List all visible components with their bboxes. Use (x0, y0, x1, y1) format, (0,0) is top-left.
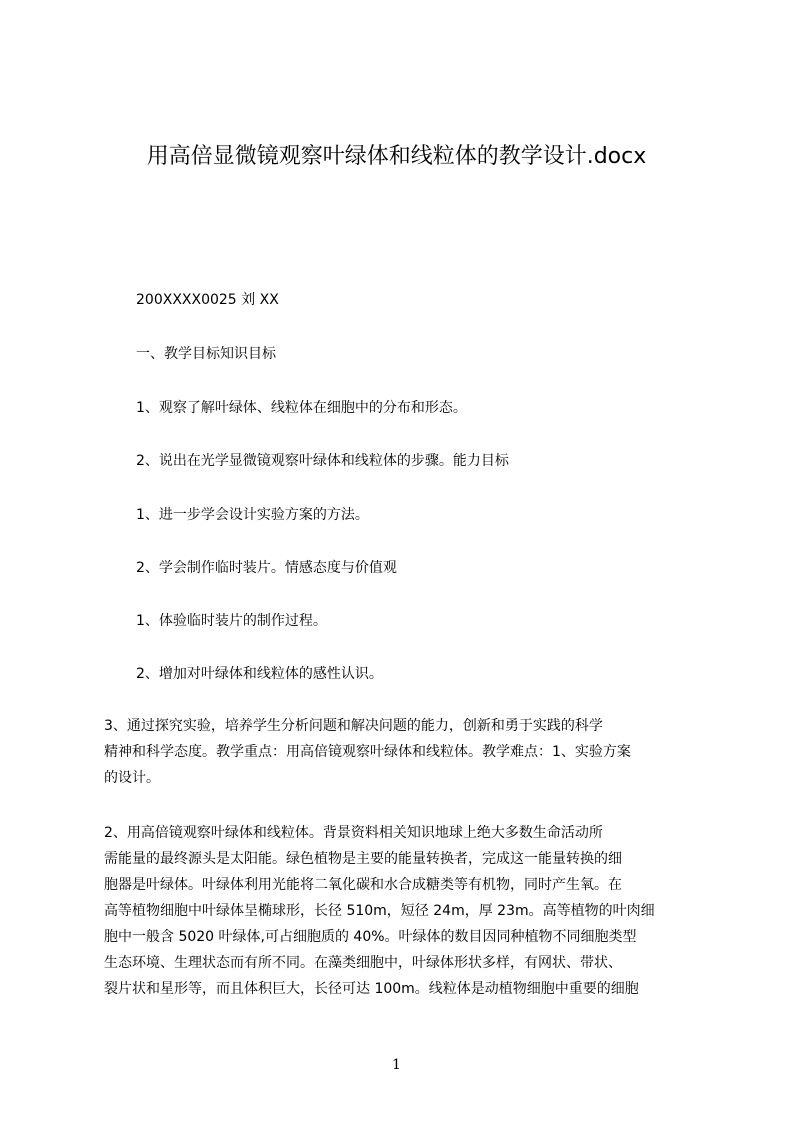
text-line: 2、增加对叶绿体和线粒体的感性认识。 (136, 666, 383, 682)
paragraph-line: 胞中一般含 5020 叶绿体,可占细胞质的 40%。叶绿体的数目因同种植物不同细胞类型 (104, 929, 637, 945)
paragraph-line: 裂片状和星形等，而且体积巨大，长径可达 100m。线粒体是动植物细胞中重要的细胞 (104, 981, 639, 997)
paragraph-objectives (104, 713, 710, 791)
text-line: 2、说出在光学显微镜观察叶绿体和线粒体的步骤。能力目标 (136, 453, 509, 469)
text-line: 1、体验临时装片的制作过程。 (136, 613, 327, 629)
paragraph-line: 2、用高倍镜观察叶绿体和线粒体。背景资料相关知识地球上绝大多数生命活动所 (104, 825, 603, 841)
page-number: 1 (392, 1057, 401, 1073)
text-line: 2、学会制作临时装片。情感态度与价值观 (136, 560, 397, 576)
paragraph-line: 3、通过探究实验，培养学生分析问题和解决问题的能力，创新和勇于实践的科学 (104, 718, 603, 734)
paragraph-line: 精神和科学态度。教学重点：用高倍镜观察叶绿体和线粒体。教学难点：1、实验方案 (104, 744, 631, 760)
paragraph-line: 需能量的最终源头是太阳能。绿色植物是主要的能量转换者，完成这一能量转换的细 (104, 851, 622, 867)
paragraph-line: 的设计。 (104, 770, 160, 786)
paragraph-background (104, 820, 710, 1002)
paragraph-line: 生态环境、生理状态而有所不同。在藻类细胞中，叶绿体形状多样，有网状、带状、 (104, 955, 622, 971)
author-line: 200XXXX0025 刘 XX (136, 292, 279, 308)
paragraph-line: 胞器是叶绿体。叶绿体利用光能将二氧化碳和水合成糖类等有机物，同时产生氧。在 (104, 877, 622, 893)
document-title: 用高倍显微镜观察叶绿体和线粒体的教学设计.docx (146, 144, 647, 169)
text-line: 一、教学目标知识目标 (136, 346, 276, 362)
text-line: 1、进一步学会设计实验方案的方法。 (136, 507, 369, 523)
paragraph-line: 高等植物细胞中叶绿体呈椭球形，长径 510m，短径 24m，厚 23m。高等植物的叶肉细 (104, 903, 655, 919)
text-line: 1、观察了解叶绿体、线粒体在细胞中的分布和形态。 (136, 400, 467, 416)
